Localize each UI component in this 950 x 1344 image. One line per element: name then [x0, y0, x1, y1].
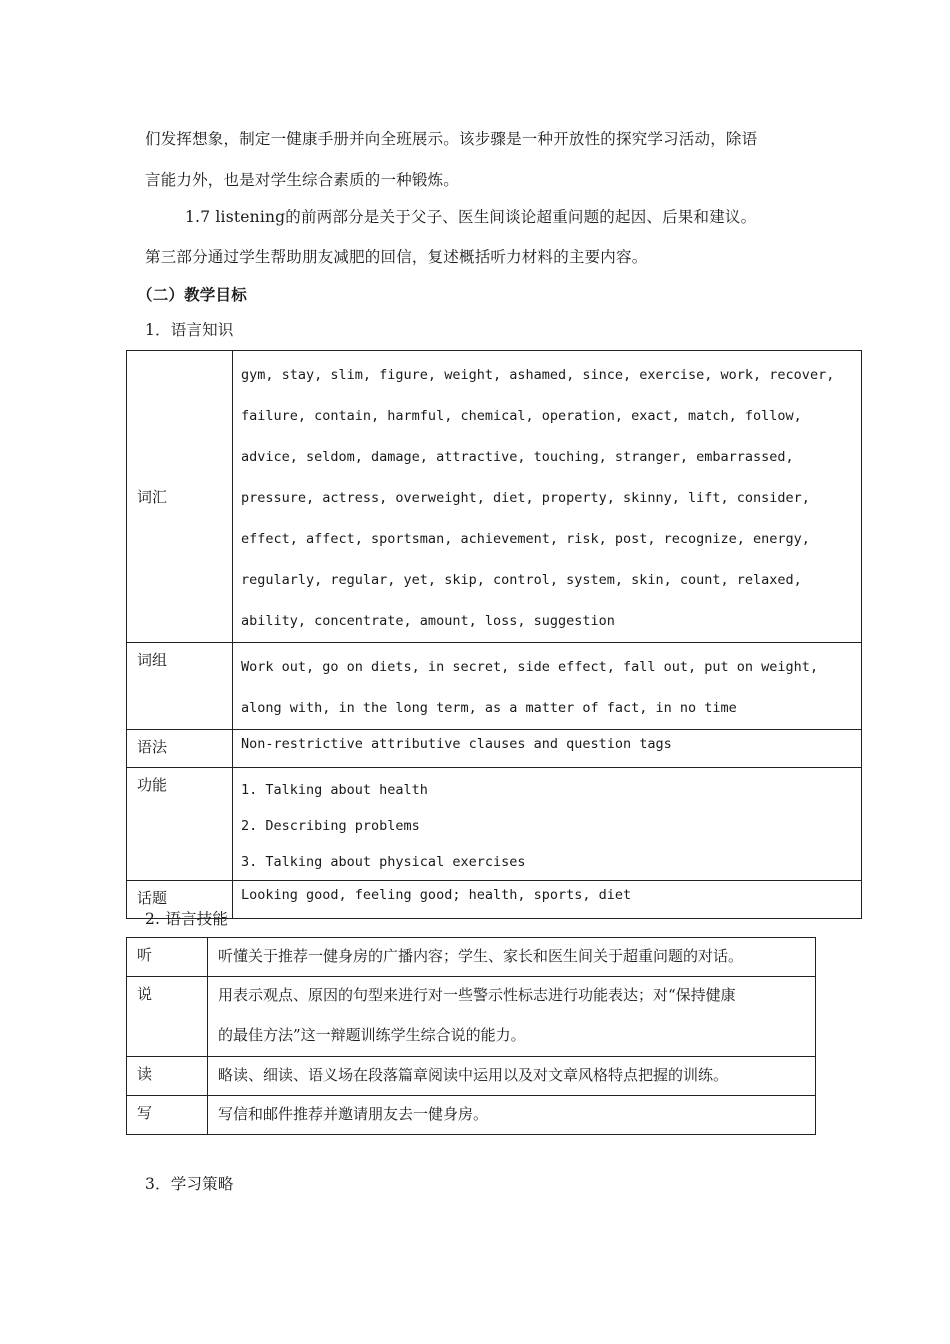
speak-line: 用表示观点、原因的句型来进行对一些警示性标志进行功能表达；对“保持健康 — [218, 986, 736, 1004]
subheading-language-knowledge: 1．语言知识 — [145, 321, 234, 339]
language-knowledge-table — [126, 350, 862, 919]
vocab-label: 词汇 — [127, 351, 233, 643]
vocab-line: gym, stay, slim, figure, weight, ashamed, since, exercise, work, recover, — [241, 367, 835, 383]
phrase-cell — [233, 643, 862, 730]
table-row-writing — [127, 1096, 816, 1135]
phrase-line: along with, in the long term, as a matter of fact, in no time — [241, 700, 737, 716]
phrase-label: 词组 — [127, 643, 233, 730]
table-row-grammar — [127, 730, 862, 768]
function-item: 1. Talking about health — [241, 782, 428, 798]
speak-label: 说 — [127, 977, 208, 1057]
topic-label: 话题 — [127, 881, 233, 919]
table-row-topic — [127, 881, 862, 919]
section-heading: （二）教学目标 — [137, 285, 247, 304]
phrase-line: Work out, go on diets, in secret, side effect, fall out, put on weight, — [241, 659, 819, 675]
read-value — [208, 1057, 816, 1096]
subheading-language-skills: 2. 语言技能 — [145, 910, 229, 928]
table-row-listening — [127, 938, 816, 977]
write-value — [208, 1096, 816, 1135]
speak-cell — [208, 977, 816, 1057]
function-cell — [233, 768, 862, 881]
intro-line-4: 第三部分通过学生帮助朋友减肥的回信，复述概括听力材料的主要内容。 — [145, 248, 648, 266]
vocab-line: failure, contain, harmful, chemical, operation, exact, match, follow, — [241, 408, 802, 424]
grammar-label: 语法 — [127, 730, 233, 768]
language-skills-table — [126, 937, 816, 1135]
table-row-phrases — [127, 643, 862, 730]
vocab-line: effect, affect, sportsman, achievement, risk, post, recognize, energy, — [241, 531, 810, 547]
table-row-vocab — [127, 351, 862, 643]
write-label: 写 — [127, 1096, 208, 1135]
listen-text: 听懂关于推荐一健身房的广播内容；学生、家长和医生间关于超重问题的对话。 — [218, 947, 744, 965]
table-row-function — [127, 768, 862, 881]
read-text: 略读、细读、语义场在段落篇章阅读中运用以及对文章风格特点把握的训练。 — [218, 1066, 729, 1084]
table-row-speaking — [127, 977, 816, 1057]
table-row-reading — [127, 1057, 816, 1096]
intro-line-3: 1.7 listening的前两部分是关于父子、医生间谈论超重问题的起因、后果和建议。 — [185, 208, 757, 226]
intro-line-2: 言能力外，也是对学生综合素质的一种锻炼。 — [145, 171, 460, 189]
function-item: 2. Describing problems — [241, 818, 420, 834]
listen-label: 听 — [127, 938, 208, 977]
read-label: 读 — [127, 1057, 208, 1096]
grammar-value: Non-restrictive attributive clauses and question tags — [233, 730, 862, 768]
listen-value — [208, 938, 816, 977]
vocab-line: pressure, actress, overweight, diet, property, skinny, lift, consider, — [241, 490, 810, 506]
intro-line-1: 们发挥想象，制定一健康手册并向全班展示。该步骤是一种开放性的探究学习活动，除语 — [145, 130, 758, 148]
speak-line: 的最佳方法”这一辩题训练学生综合说的能力。 — [218, 1026, 526, 1044]
function-label: 功能 — [127, 768, 233, 881]
topic-value: Looking good, feeling good; health, sports, diet — [233, 881, 862, 919]
vocab-cell — [233, 351, 862, 643]
vocab-line: regularly, regular, yet, skip, control, system, skin, count, relaxed, — [241, 572, 802, 588]
function-item: 3. Talking about physical exercises — [241, 854, 526, 870]
subheading-learning-strategy: 3．学习策略 — [145, 1175, 234, 1193]
vocab-line: advice, seldom, damage, attractive, touching, stranger, embarrassed, — [241, 449, 794, 465]
write-text: 写信和邮件推荐并邀请朋友去一健身房。 — [218, 1105, 489, 1123]
vocab-line: ability, concentrate, amount, loss, suggestion — [241, 613, 615, 629]
